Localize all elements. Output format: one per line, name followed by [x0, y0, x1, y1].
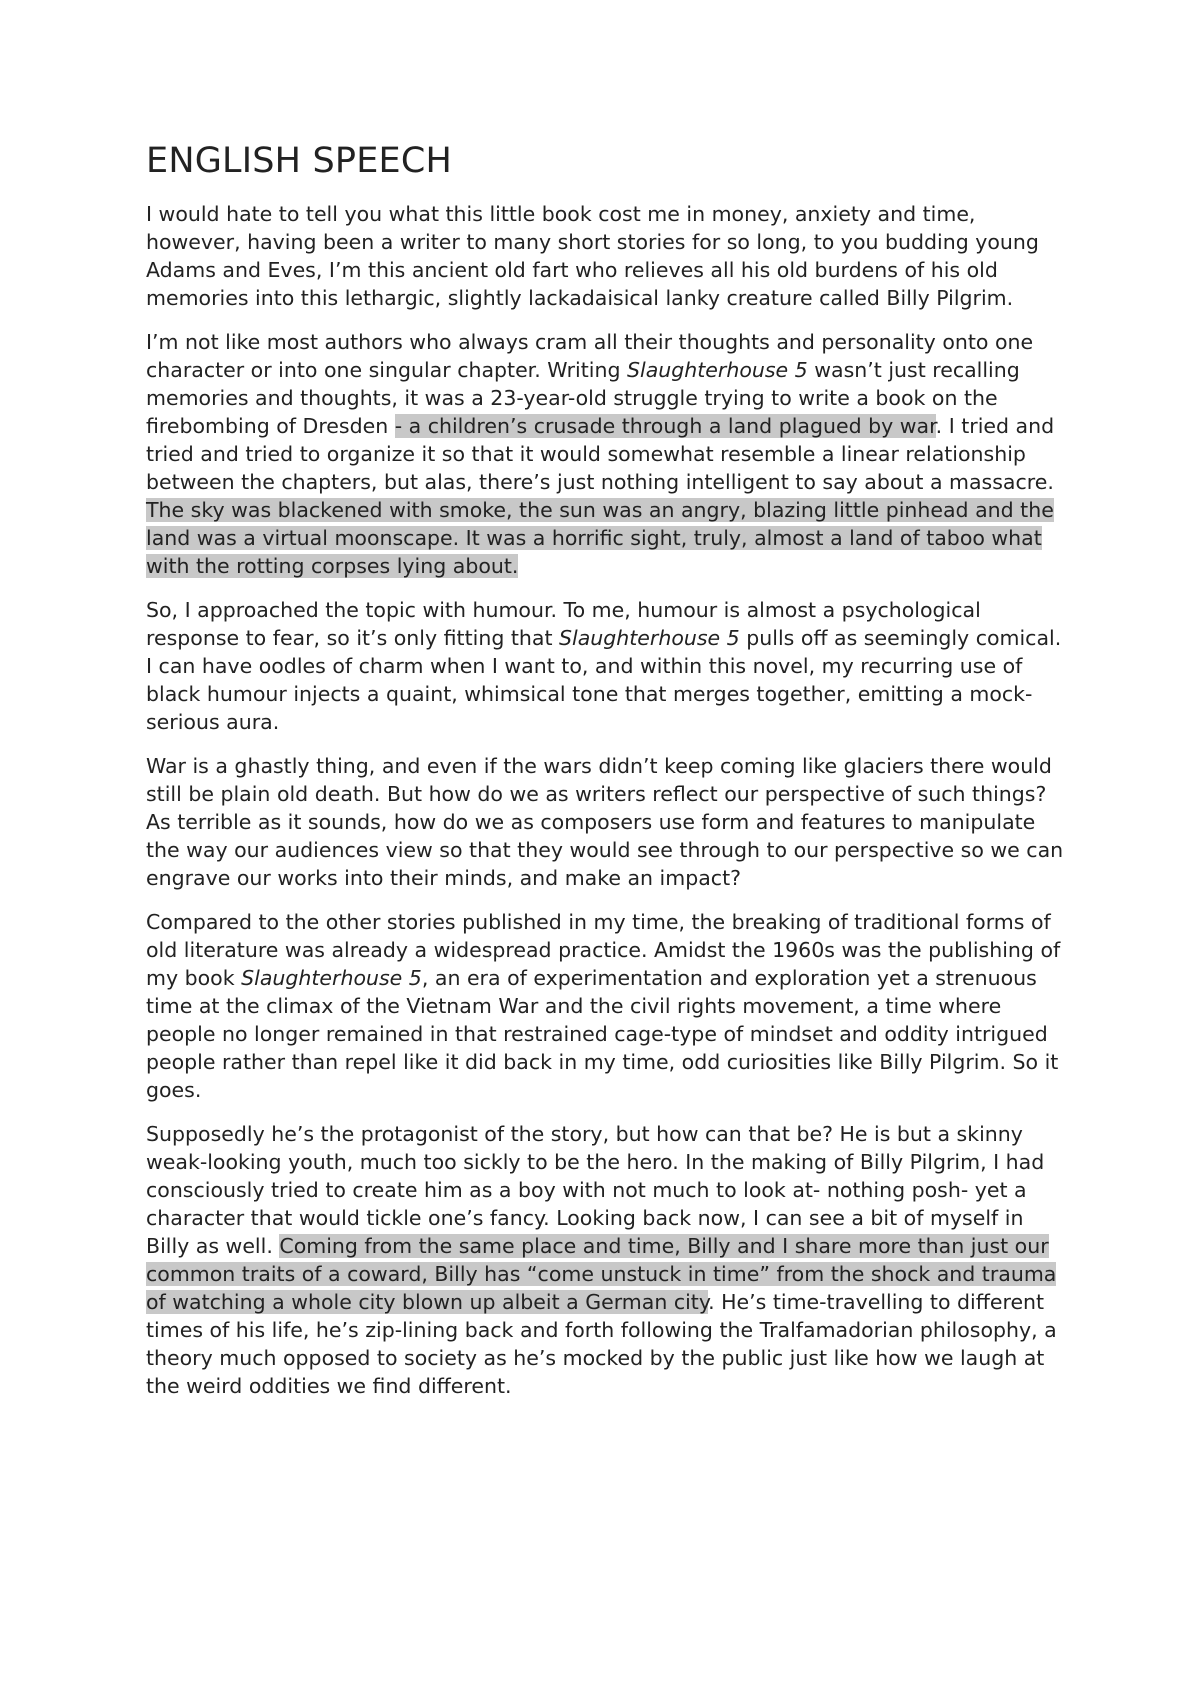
highlighted-passage: The sky was blackened with smoke, the sun was an angry, blazing little pinhead and the land was a virtual moonscape. It was a horrific sight, truly, almost a land of taboo what with the rotting corpses lying about. [146, 498, 1054, 578]
paragraph-4 [146, 752, 1066, 892]
paragraph-5-text-b: , an era of experimentation and exploration yet a strenuous time at the climax of the Vietnam War and the civil rights movement, a time where people no longer remained in that restrained cage-type of mindset and oddity intrigued people rather than repel like it did back in my time, odd curiosities like Billy Pilgrim. So it goes. [146, 966, 1059, 1102]
paragraph-6-text-b: . He’s time-travelling to different times of his life, he’s zip-lining back and forth following the Tralfamadorian philosophy, a theory much opposed to society as he’s mocked by the public just like how we laugh at the weird oddities we find different. [146, 1290, 1057, 1398]
paragraph-2-text-b: wasn’t just recalling memories and thoughts, it was a 23-year-old struggle trying to write a book on the firebombing of Dresden [146, 358, 1020, 438]
paragraph-6-text-a: Supposedly he’s the protagonist of the story, but how can that be? He is but a skinny weak-looking youth, much too sickly to be the hero. In the making of Billy Pilgrim, I had consciously tried to create him as a boy with not much to look at- nothing posh- yet a character that would tickle one’s fancy. Looking back now, I can see a bit of myself in Billy as well. [146, 1122, 1045, 1258]
paragraph-3-text-a: So, I approached the topic with humour. To me, humour is almost a psychological response to fear, so it’s only fitting that [146, 598, 981, 650]
paragraph-2-text-c: . I tried and tried and tried to organize it so that it would somewhat resemble a linear relationship between the chapters, but alas, there’s just nothing intelligent to say about a massacre. [146, 414, 1055, 494]
book-title: Slaughterhouse 5 [627, 358, 808, 382]
book-title: Slaughterhouse 5 [241, 966, 422, 990]
paragraph-2-text-a: I’m not like most authors who always cram all their thoughts and personality onto one character or into one singular chapter. Writing [146, 330, 1034, 382]
highlighted-passage: - a children’s crusade through a land plagued by war [394, 414, 936, 438]
paragraph-1 [146, 200, 1066, 312]
paragraph-1-text: I would hate to tell you what this little book cost me in money, anxiety and time, however, having been a writer to many short stories for so long, to you budding young Adams and Eves, I’m this ancient old fart who relieves all his old burdens of his old memories into this lethargic, slightly lackadaisical lanky creature called Billy Pilgrim. [146, 202, 1039, 310]
paragraph-4-text: War is a ghastly thing, and even if the wars didn’t keep coming like glaciers there would still be plain old death. But how do we as writers reflect our perspective of such things? As terrible as it sounds, how do we as composers use form and features to manipulate the way our audiences view so that they would see through to our perspective so we can engrave our works into their minds, and make an impact? [146, 754, 1064, 890]
highlighted-passage: Coming from the same place and time, Billy and I share more than just our common traits of a coward, Billy has “come unstuck in time” from the shock and trauma of watching a whole city blown up albeit a German city [146, 1234, 1057, 1314]
paragraph-2 [146, 328, 1066, 580]
document-title: ENGLISH SPEECH [146, 141, 453, 181]
paragraph-6 [146, 1120, 1066, 1400]
document-page [146, 140, 1066, 1416]
paragraph-5-text-a: Compared to the other stories published in my time, the breaking of traditional forms of old literature was already a widespread practice. Amidst the 1960s was the publishing of my book [146, 910, 1061, 990]
paragraph-5 [146, 908, 1066, 1104]
paragraph-3-text-b: pulls off as seemingly comical. I can have oodles of charm when I want to, and within this novel, my recurring use of black humour injects a quaint, whimsical tone that merges together, emitting a mock-serious aura. [146, 626, 1062, 734]
book-title: Slaughterhouse 5 [559, 626, 740, 650]
paragraph-3 [146, 596, 1066, 736]
